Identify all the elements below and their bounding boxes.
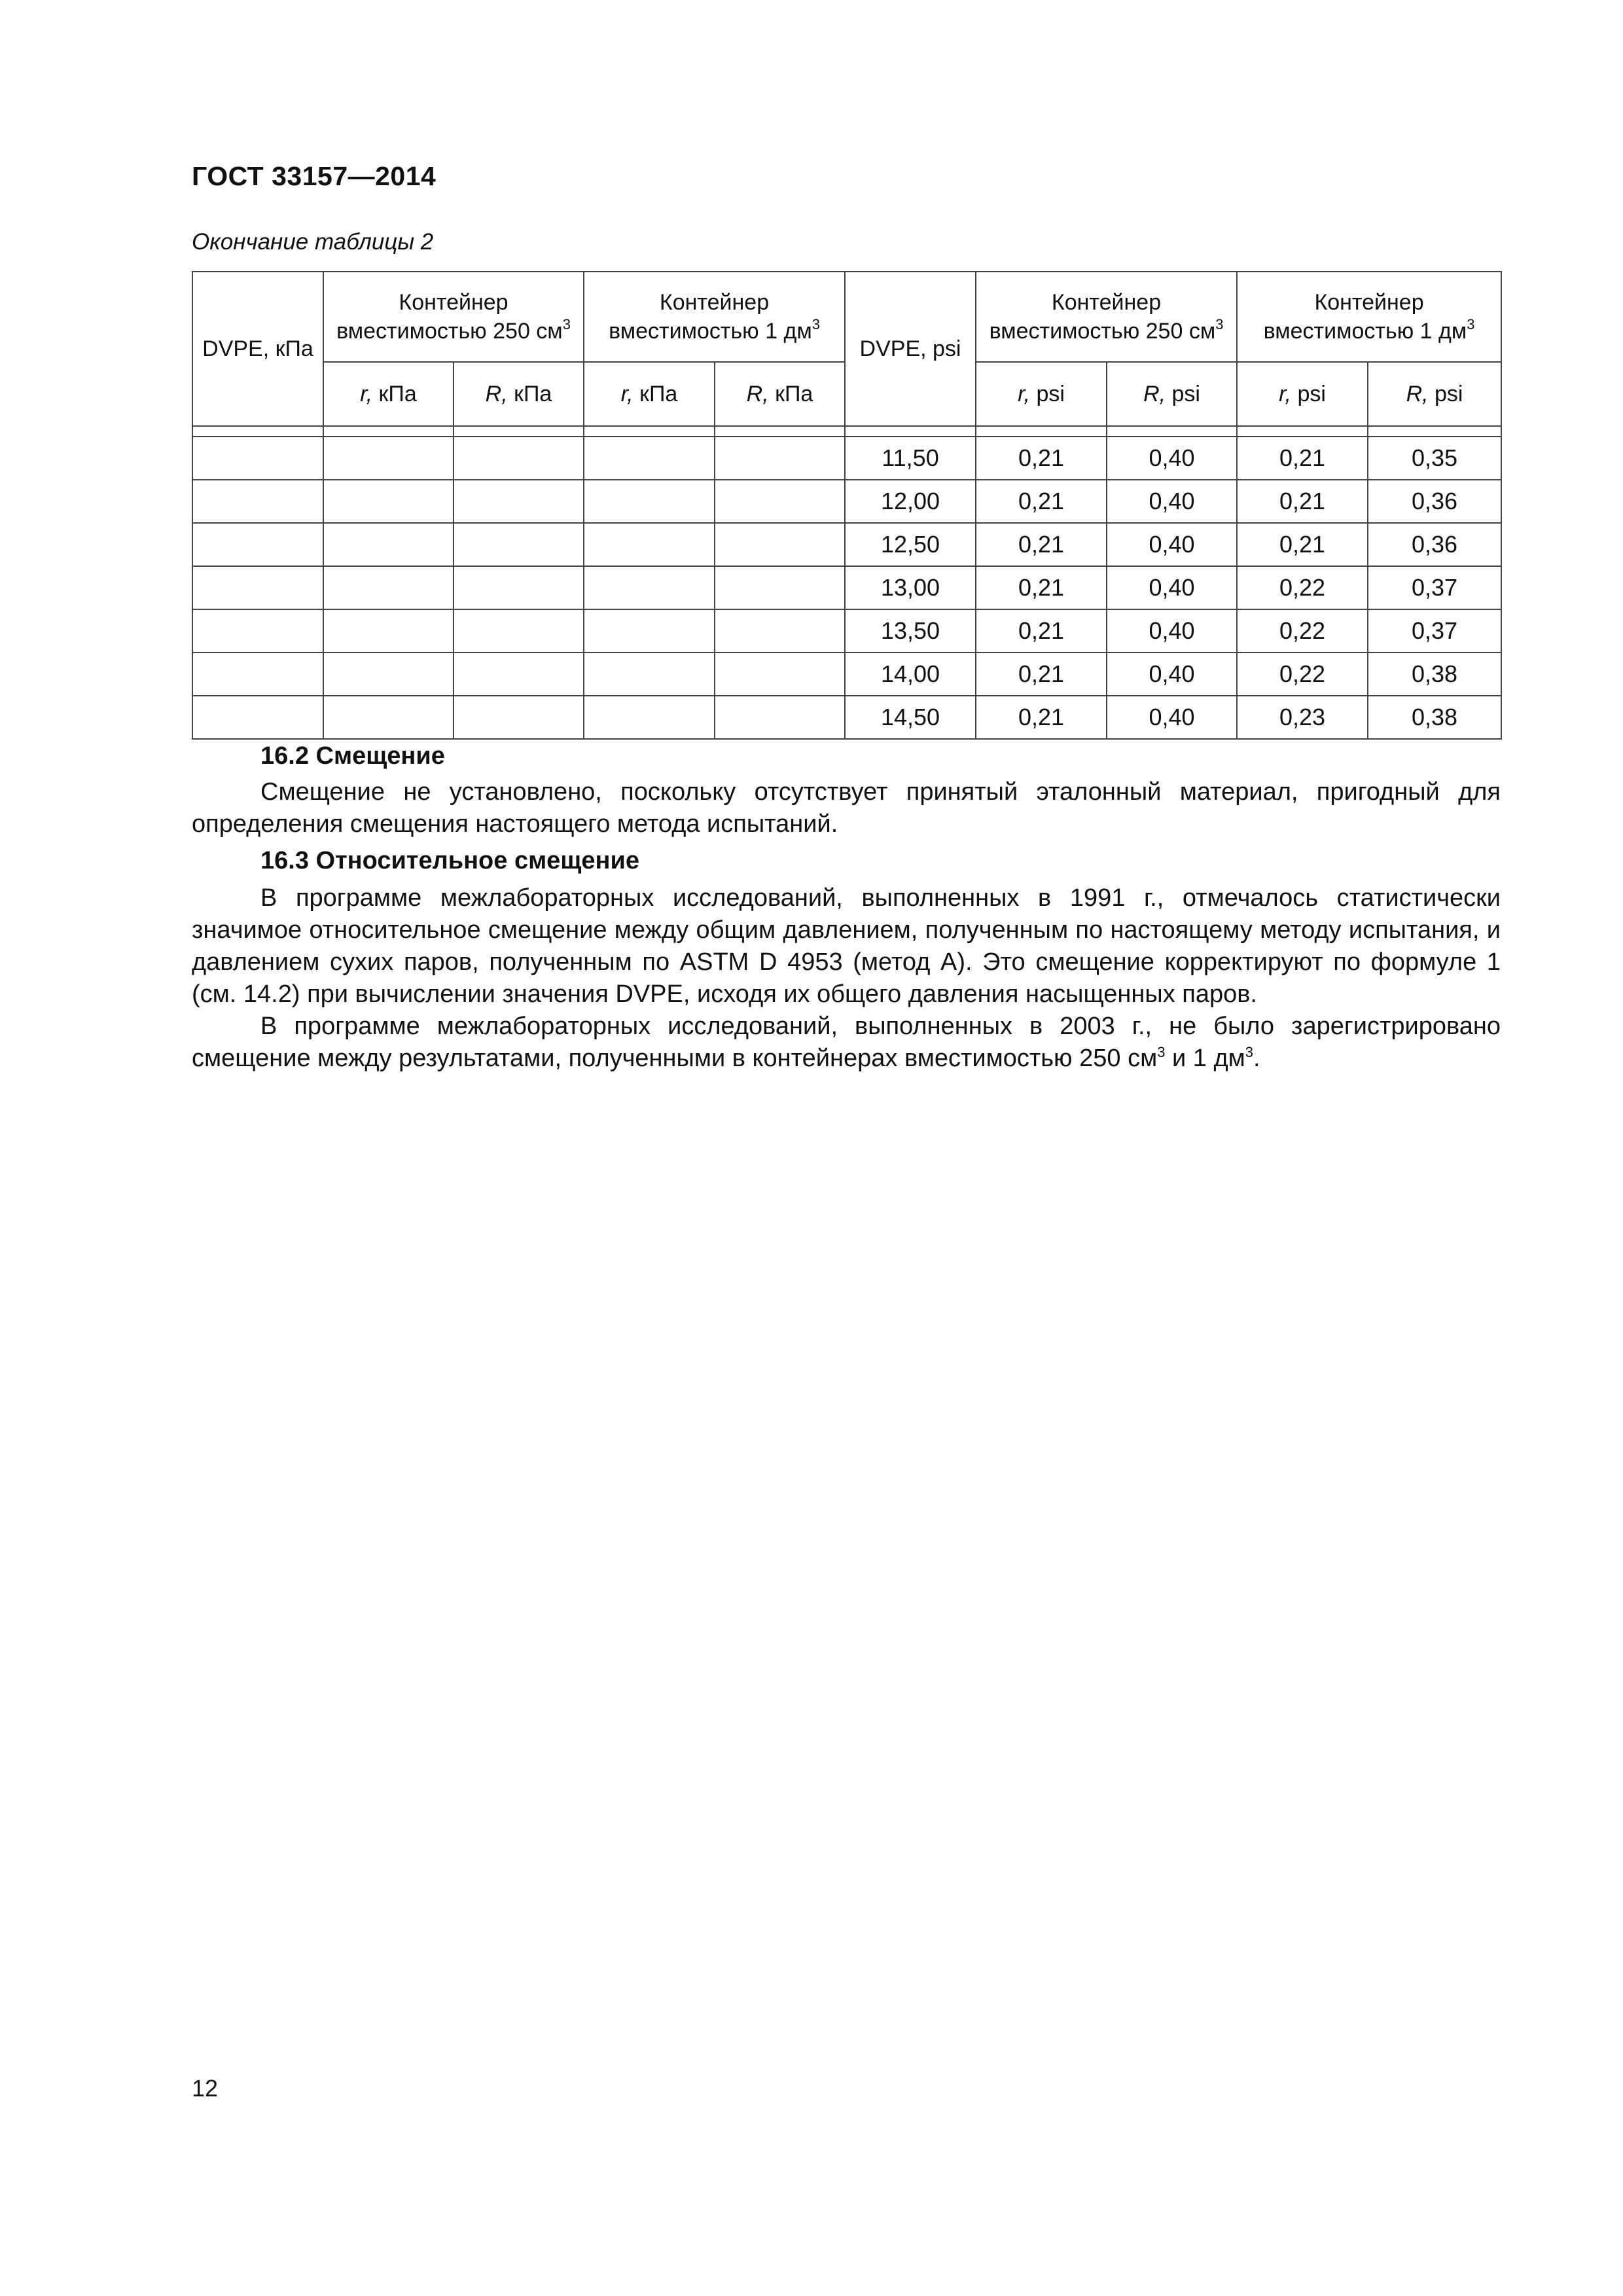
table-cell: 0,21 bbox=[1237, 523, 1368, 566]
symbol-R: R, bbox=[746, 381, 769, 406]
table-row bbox=[192, 653, 1501, 696]
table-cell bbox=[715, 426, 845, 437]
subheader-r-psi bbox=[1237, 362, 1368, 426]
header-container-1dm-kpa bbox=[584, 272, 845, 362]
table-cell bbox=[323, 653, 454, 696]
table-cell: 0,21 bbox=[1237, 480, 1368, 523]
symbol-R: R, bbox=[1406, 381, 1429, 406]
table-cell bbox=[192, 426, 323, 437]
table-cell bbox=[715, 566, 845, 609]
table-row bbox=[192, 696, 1501, 739]
table-cell: 0,40 bbox=[1107, 609, 1237, 653]
table-cell: 0,23 bbox=[1237, 696, 1368, 739]
table-cell bbox=[715, 480, 845, 523]
table-cell: 0,36 bbox=[1368, 480, 1501, 523]
section-heading-16-3: 16.3 Относительное смещение bbox=[260, 847, 639, 874]
unit: кПа bbox=[633, 381, 678, 406]
table-cell bbox=[192, 437, 323, 480]
header-separator-row bbox=[192, 426, 1501, 437]
table-cell bbox=[584, 653, 715, 696]
section-16-3-paragraph-2 bbox=[192, 1011, 1501, 1075]
header-container-250-psi bbox=[976, 272, 1237, 362]
table-cell bbox=[584, 437, 715, 480]
symbol-r: r, bbox=[360, 381, 373, 406]
table-cell: 0,38 bbox=[1368, 653, 1501, 696]
superscript: 3 bbox=[1467, 316, 1475, 332]
table-cell bbox=[192, 566, 323, 609]
header-label: вместимостью 1 дм bbox=[1263, 319, 1467, 344]
table-cell bbox=[323, 480, 454, 523]
table-cell bbox=[323, 566, 454, 609]
table-cell: 0,40 bbox=[1107, 523, 1237, 566]
header-label: Контейнер bbox=[659, 290, 770, 315]
section-16-2-text: Смещение не установлено, поскольку отсутствует принятый эталонный материал, пригодный для определения смещения настоящего метода испытаний. bbox=[192, 778, 1501, 838]
unit: psi bbox=[1291, 381, 1326, 406]
table-cell: 0,22 bbox=[1237, 653, 1368, 696]
page-number: 12 bbox=[192, 2075, 219, 2102]
table-cell: 0,21 bbox=[976, 609, 1107, 653]
superscript: 3 bbox=[1215, 316, 1224, 332]
table-cell bbox=[323, 523, 454, 566]
table-cell: 0,36 bbox=[1368, 523, 1501, 566]
table-cell: 0,35 bbox=[1368, 437, 1501, 480]
data-table bbox=[192, 271, 1502, 740]
table-row bbox=[192, 480, 1501, 523]
header-label: Контейнер bbox=[1314, 290, 1424, 315]
table-cell: 0,21 bbox=[976, 566, 1107, 609]
table-row bbox=[192, 609, 1501, 653]
table-cell bbox=[454, 426, 584, 437]
header-label: вместимостью 1 дм bbox=[609, 319, 812, 344]
table-cell bbox=[454, 696, 584, 739]
table-cell bbox=[1237, 426, 1368, 437]
table-cell: 0,40 bbox=[1107, 437, 1237, 480]
table-cell bbox=[976, 426, 1107, 437]
table-cell bbox=[715, 696, 845, 739]
table-cell bbox=[454, 566, 584, 609]
table-cell bbox=[192, 653, 323, 696]
table-cell: 0,21 bbox=[976, 480, 1107, 523]
table-cell bbox=[584, 696, 715, 739]
table-cell: 13,50 bbox=[845, 609, 976, 653]
table-cell bbox=[584, 426, 715, 437]
header-label: вместимостью 250 см bbox=[989, 319, 1216, 344]
table-cell: 0,21 bbox=[976, 523, 1107, 566]
unit: psi bbox=[1428, 381, 1463, 406]
table-cell bbox=[584, 566, 715, 609]
table-cell bbox=[845, 426, 976, 437]
header-label: вместимостью 250 см bbox=[336, 319, 563, 344]
paragraph-text: . bbox=[1253, 1045, 1260, 1072]
table-cell bbox=[192, 523, 323, 566]
table-cell bbox=[584, 609, 715, 653]
superscript: 3 bbox=[562, 316, 571, 332]
subheader-R-kpa bbox=[715, 362, 845, 426]
table-cell bbox=[715, 609, 845, 653]
subheader-R-psi bbox=[1107, 362, 1237, 426]
table-cell: 0,21 bbox=[1237, 437, 1368, 480]
table-cell bbox=[323, 609, 454, 653]
header-label: Контейнер bbox=[399, 290, 508, 315]
symbol-R: R, bbox=[1143, 381, 1166, 406]
subheader-r-kpa bbox=[584, 362, 715, 426]
table-cell bbox=[584, 523, 715, 566]
header-label: Контейнер bbox=[1051, 290, 1162, 315]
table-cell: 0,37 bbox=[1368, 566, 1501, 609]
table-cell bbox=[192, 609, 323, 653]
table-cell bbox=[1107, 426, 1237, 437]
table-cell: 0,40 bbox=[1107, 653, 1237, 696]
symbol-r: r, bbox=[620, 381, 633, 406]
table-cell bbox=[454, 653, 584, 696]
superscript: 3 bbox=[1245, 1044, 1254, 1060]
table-cell bbox=[715, 653, 845, 696]
symbol-R: R, bbox=[485, 381, 508, 406]
unit: кПа bbox=[507, 381, 552, 406]
table-cell: 0,40 bbox=[1107, 480, 1237, 523]
subheader-r-psi bbox=[976, 362, 1107, 426]
table-caption: Окончание таблицы 2 bbox=[192, 229, 434, 255]
table-cell: 0,40 bbox=[1107, 696, 1237, 739]
table-cell bbox=[454, 523, 584, 566]
header-dvpe-psi: DVPE, psi bbox=[845, 272, 976, 426]
table-cell bbox=[192, 480, 323, 523]
table-cell bbox=[584, 480, 715, 523]
table-cell bbox=[454, 437, 584, 480]
unit: psi bbox=[1030, 381, 1065, 406]
table-cell: 0,22 bbox=[1237, 609, 1368, 653]
unit: кПа bbox=[372, 381, 417, 406]
section-heading-16-2: 16.2 Смещение bbox=[260, 742, 445, 770]
unit: psi bbox=[1166, 381, 1200, 406]
table-cell bbox=[454, 609, 584, 653]
table-cell bbox=[323, 437, 454, 480]
table-cell: 14,00 bbox=[845, 653, 976, 696]
section-16-3-paragraph-1: В программе межлабораторных исследований, выполненных в 1991 г., отмечалось статистически значимое относительное смещение между общим давлением, полученным по настоящему методу испытания, и давлением сухих паров, полученным по ASTM D 4953 (метод A). Это смещение корректируют по формуле 1 (см. 14.2) при вычислении значения DVPE, исходя их общего давления насыщенных паров. bbox=[192, 884, 1501, 1008]
table-cell bbox=[715, 437, 845, 480]
table-cell: 13,00 bbox=[845, 566, 976, 609]
unit: кПа bbox=[768, 381, 813, 406]
document-header: ГОСТ 33157—2014 bbox=[192, 161, 437, 191]
subheader-R-kpa bbox=[454, 362, 584, 426]
table-cell: 0,22 bbox=[1237, 566, 1368, 609]
table-cell: 14,50 bbox=[845, 696, 976, 739]
symbol-r: r, bbox=[1018, 381, 1030, 406]
header-container-250-kpa bbox=[323, 272, 584, 362]
table-cell: 0,38 bbox=[1368, 696, 1501, 739]
table-cell: 0,37 bbox=[1368, 609, 1501, 653]
superscript: 3 bbox=[1157, 1044, 1166, 1060]
table-row bbox=[192, 523, 1501, 566]
table-cell: 0,40 bbox=[1107, 566, 1237, 609]
symbol-r: r, bbox=[1279, 381, 1292, 406]
table-cell: 12,00 bbox=[845, 480, 976, 523]
table-cell bbox=[454, 480, 584, 523]
header-dvpe-kpa: DVPE, кПа bbox=[192, 272, 323, 426]
table-cell: 12,50 bbox=[845, 523, 976, 566]
header-container-1dm-psi bbox=[1237, 272, 1501, 362]
paragraph-text: В программе межлабораторных исследований, выполненных в 2003 г., не было зарегистрировано смещение между результатами, полученными в контейнерах вместимостью 250 см bbox=[192, 1013, 1501, 1072]
table-cell: 0,21 bbox=[976, 653, 1107, 696]
subheader-r-kpa bbox=[323, 362, 454, 426]
table-cell: 0,21 bbox=[976, 437, 1107, 480]
paragraph-text: и 1 дм bbox=[1165, 1045, 1245, 1072]
table-row bbox=[192, 566, 1501, 609]
superscript: 3 bbox=[812, 316, 820, 332]
table-cell bbox=[323, 426, 454, 437]
table-cell bbox=[323, 696, 454, 739]
table-cell bbox=[192, 696, 323, 739]
table-cell: 0,21 bbox=[976, 696, 1107, 739]
subheader-R-psi bbox=[1368, 362, 1501, 426]
table-cell bbox=[1368, 426, 1501, 437]
table-cell: 11,50 bbox=[845, 437, 976, 480]
table-cell bbox=[715, 523, 845, 566]
table-row bbox=[192, 437, 1501, 480]
